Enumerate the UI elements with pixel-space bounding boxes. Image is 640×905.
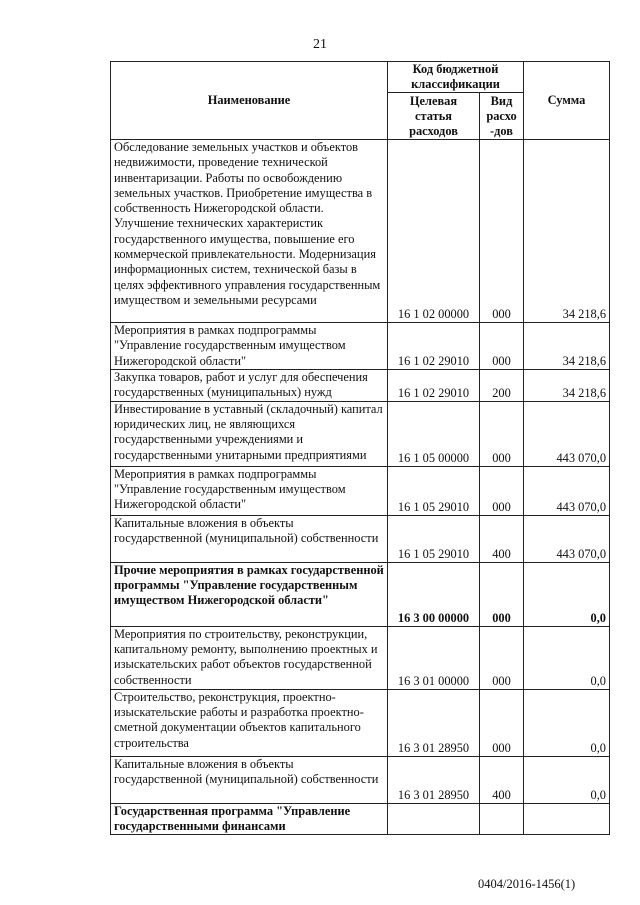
row-sum xyxy=(524,803,610,835)
page-number: 21 xyxy=(313,37,327,52)
row-sum: 0,0 xyxy=(524,689,610,756)
row-type: 400 xyxy=(480,515,524,562)
row-sum: 0,0 xyxy=(524,626,610,689)
row-sum: 34 218,6 xyxy=(524,323,610,370)
row-code: 16 1 02 29010 xyxy=(388,323,480,370)
row-type: 400 xyxy=(480,756,524,803)
row-code: 16 1 05 29010 xyxy=(388,466,480,515)
row-name: Государственная программа "Управление государственными финансами xyxy=(111,803,388,835)
row-name: Капитальные вложения в объекты государственной (муниципальной) собственности xyxy=(111,515,388,562)
row-sum: 0,0 xyxy=(524,562,610,626)
header-sum: Сумма xyxy=(524,62,610,140)
row-sum: 443 070,0 xyxy=(524,401,610,466)
row-code: 16 1 05 29010 xyxy=(388,515,480,562)
budget-table xyxy=(110,61,610,835)
row-sum: 34 218,6 xyxy=(524,140,610,323)
header-target: Целевая статья расходов xyxy=(388,93,480,140)
header-type: Вид расхо -дов xyxy=(480,93,524,140)
header-code-group: Код бюджетной классификации xyxy=(388,62,524,93)
row-type: 000 xyxy=(480,626,524,689)
row-sum: 34 218,6 xyxy=(524,369,610,401)
row-code xyxy=(388,803,480,835)
header-row xyxy=(111,62,610,93)
table-row xyxy=(111,401,610,466)
row-code: 16 3 00 00000 xyxy=(388,562,480,626)
row-sum: 0,0 xyxy=(524,756,610,803)
row-type: 000 xyxy=(480,140,524,323)
table-row xyxy=(111,323,610,370)
row-type: 000 xyxy=(480,689,524,756)
row-name: Мероприятия в рамках подпрограммы "Управление государственным имуществом Нижегородской области" xyxy=(111,466,388,515)
row-code: 16 1 02 00000 xyxy=(388,140,480,323)
table-row xyxy=(111,803,610,835)
row-sum: 443 070,0 xyxy=(524,466,610,515)
row-name: Строительство, реконструкция, проектно-изыскательские работы и разработка проектно-сметной документации объектов капитального строительства xyxy=(111,689,388,756)
row-name: Капитальные вложения в объекты государственной (муниципальной) собственности xyxy=(111,756,388,803)
row-name: Обследование земельных участков и объектов недвижимости, проведение технической инвентаризации. Работы по освобождению земельных участков. Приобретение имущества в собственность Нижегородской области. Улучшение технических характеристик государственного имущества, повышение его коммерческой привлекательности. Модернизация информационных систем, технической базы в целях эффективного управления государственным имуществом и земельными ресурсами xyxy=(111,140,388,323)
row-name: Мероприятия в рамках подпрограммы "Управление государственным имуществом Нижегородской области" xyxy=(111,323,388,370)
row-code: 16 3 01 28950 xyxy=(388,756,480,803)
row-name: Прочие мероприятия в рамках государственной программы "Управление государственным имуществом Нижегородской области" xyxy=(111,562,388,626)
row-name: Инвестирование в уставный (складочный) капитал юридических лиц, не являющихся государственными учреждениями и государственными унитарными предприятиями xyxy=(111,401,388,466)
row-code: 16 3 01 00000 xyxy=(388,626,480,689)
row-type xyxy=(480,803,524,835)
table-row xyxy=(111,562,610,626)
row-name: Мероприятия по строительству, реконструкции, капитальному ремонту, выполнению проектных и изыскательских работ объектов государственной собственности xyxy=(111,626,388,689)
row-sum: 443 070,0 xyxy=(524,515,610,562)
header-name: Наименование xyxy=(111,62,388,140)
table-row xyxy=(111,369,610,401)
table-row xyxy=(111,756,610,803)
row-type: 000 xyxy=(480,323,524,370)
row-code: 16 3 01 28950 xyxy=(388,689,480,756)
table-row xyxy=(111,466,610,515)
row-code: 16 1 05 00000 xyxy=(388,401,480,466)
row-code: 16 1 02 29010 xyxy=(388,369,480,401)
row-type: 000 xyxy=(480,466,524,515)
table-row xyxy=(111,515,610,562)
table-row xyxy=(111,140,610,323)
row-type: 000 xyxy=(480,562,524,626)
row-type: 200 xyxy=(480,369,524,401)
table-row xyxy=(111,626,610,689)
document-code: 0404/2016-1456(1) xyxy=(478,877,576,891)
row-type: 000 xyxy=(480,401,524,466)
row-name: Закупка товаров, работ и услуг для обеспечения государственных (муниципальных) нужд xyxy=(111,369,388,401)
table-row xyxy=(111,689,610,756)
